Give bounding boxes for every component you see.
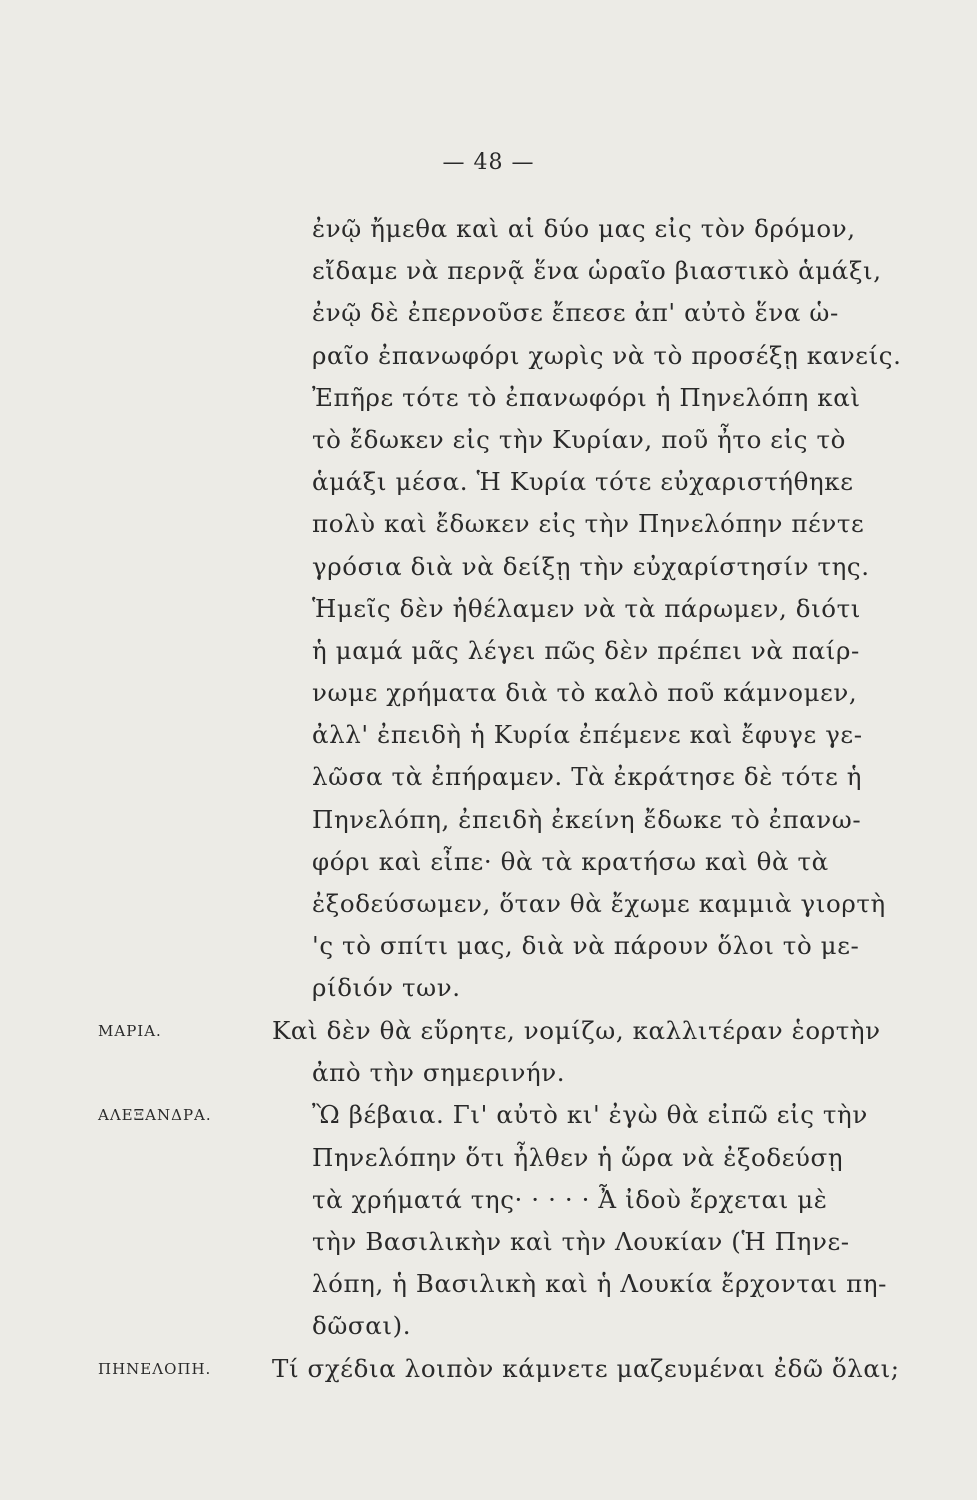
text-line: ρίδιόν των. [312,973,461,1003]
text-line: εἴδαμε νὰ περνᾷ ἕνα ὡραῖο βιαστικὸ ἁμάξι, [312,256,882,286]
text-line: νωμε χρήματα διὰ τὸ καλὸ ποῦ κάμνομεν, [312,678,858,708]
text-line: Πηνελόπη, ἐπειδὴ ἐκείνη ἔδωκε τὸ ἐπανω- [312,804,862,834]
speech-line: Τί σχέδια λοιπὸν κάμνετε μαζευμέναι ἐδῶ ὅλαι; [272,1353,900,1383]
text-line: ραῖο ἐπανωφόρι χωρὶς νὰ τὸ προσέξῃ κανείς. [312,340,902,370]
text-line: Ἡμεῖς δὲν ἠθέλαμεν νὰ τὰ πάρωμεν, διότι [312,593,862,623]
speaker-name: ΜΑΡΙΑ. [98,1022,162,1040]
speech-line: τὰ χρήματά της· · · · · Ἆ ἰδοὺ ἔρχεται μὲ [312,1184,828,1214]
speech-line: Καὶ δὲν θὰ εὕρητε, νομίζω, καλλιτέραν ἑορτὴν [272,1016,881,1045]
speech-line: Ὢ βέβαια. Γι' αὐτὸ κι' ἐγὼ θὰ εἰπῶ εἰς τὴν [312,1100,868,1130]
text-line: ἡ μαμά μᾶς λέγει πῶς δὲν πρέπει νὰ παίρ- [312,635,860,665]
text-line: ἀλλ' ἐπειδὴ ἡ Κυρία ἐπέμενε καὶ ἔφυγε γε- [312,720,863,750]
narrative-text [312,208,902,1010]
text-line: ἐξοδεύσωμεν, ὅταν θὰ ἔχωμε καμμιὰ γιορτὴ [312,889,886,918]
dialogue-entry-penelope [0,1348,977,1390]
speech-line: δῶσαι). [312,1311,412,1341]
text-line: τὸ ἔδωκεν εἰς τὴν Κυρίαν, ποῦ ἦτο εἰς τὸ [312,424,847,454]
text-line: Ἐπῆρε τότε τὸ ἐπανωφόρι ἡ Πηνελόπη καὶ [312,382,861,412]
text-line: 'ς τὸ σπίτι μας, διὰ νὰ πάρουν ὅλοι τὸ με- [312,931,860,961]
text-line: πολὺ καὶ ἔδωκεν εἰς τὴν Πηνελόπην πέντε [312,509,865,539]
text-line: ἐνῷ ἤμεθα καὶ αἱ δύο μας εἰς τὸν δρόμον, [312,214,856,243]
speech-line: Πηνελόπην ὅτι ἦλθεν ἡ ὥρα νὰ ἐξοδεύσῃ [312,1142,844,1172]
speaker-name: ΑΛΕΞΑΝΔΡΑ. [98,1106,212,1125]
dialogue-block [0,1010,977,1390]
page-number: — 48 — [442,150,535,175]
dialogue-entry-alexandra [0,1094,977,1136]
speech-line: τὴν Βασιλικὴν καὶ τὴν Λουκίαν (Ἡ Πηνε- [312,1226,850,1256]
text-line: ἁμάξι μέσα. Ἡ Κυρία τότε εὐχαριστήθηκε [312,467,854,497]
speech-line: λόπη, ἡ Βασιλικὴ καὶ ἡ Λουκία ἔρχονται πη- [312,1269,887,1299]
speech-line: ἀπὸ τὴν σημερινήν. [312,1058,566,1088]
text-line: φόρι καὶ εἶπε· θὰ τὰ κρατήσω καὶ θὰ τὰ [312,846,829,876]
dialogue-entry-maria [0,1010,977,1052]
text-line: λῶσα τὰ ἐπήραμεν. Τὰ ἐκράτησε δὲ τότε ἡ [312,762,863,792]
text-line: ἐνῷ δὲ ἐπερνοῦσε ἔπεσε ἀπ' αὐτὸ ἕνα ὡ- [312,298,839,328]
text-line: γρόσια διὰ νὰ δείξῃ τὴν εὐχαρίστησίν της. [312,551,870,581]
speaker-name: ΠΗΝΕΛΟΠΗ. [98,1359,212,1378]
